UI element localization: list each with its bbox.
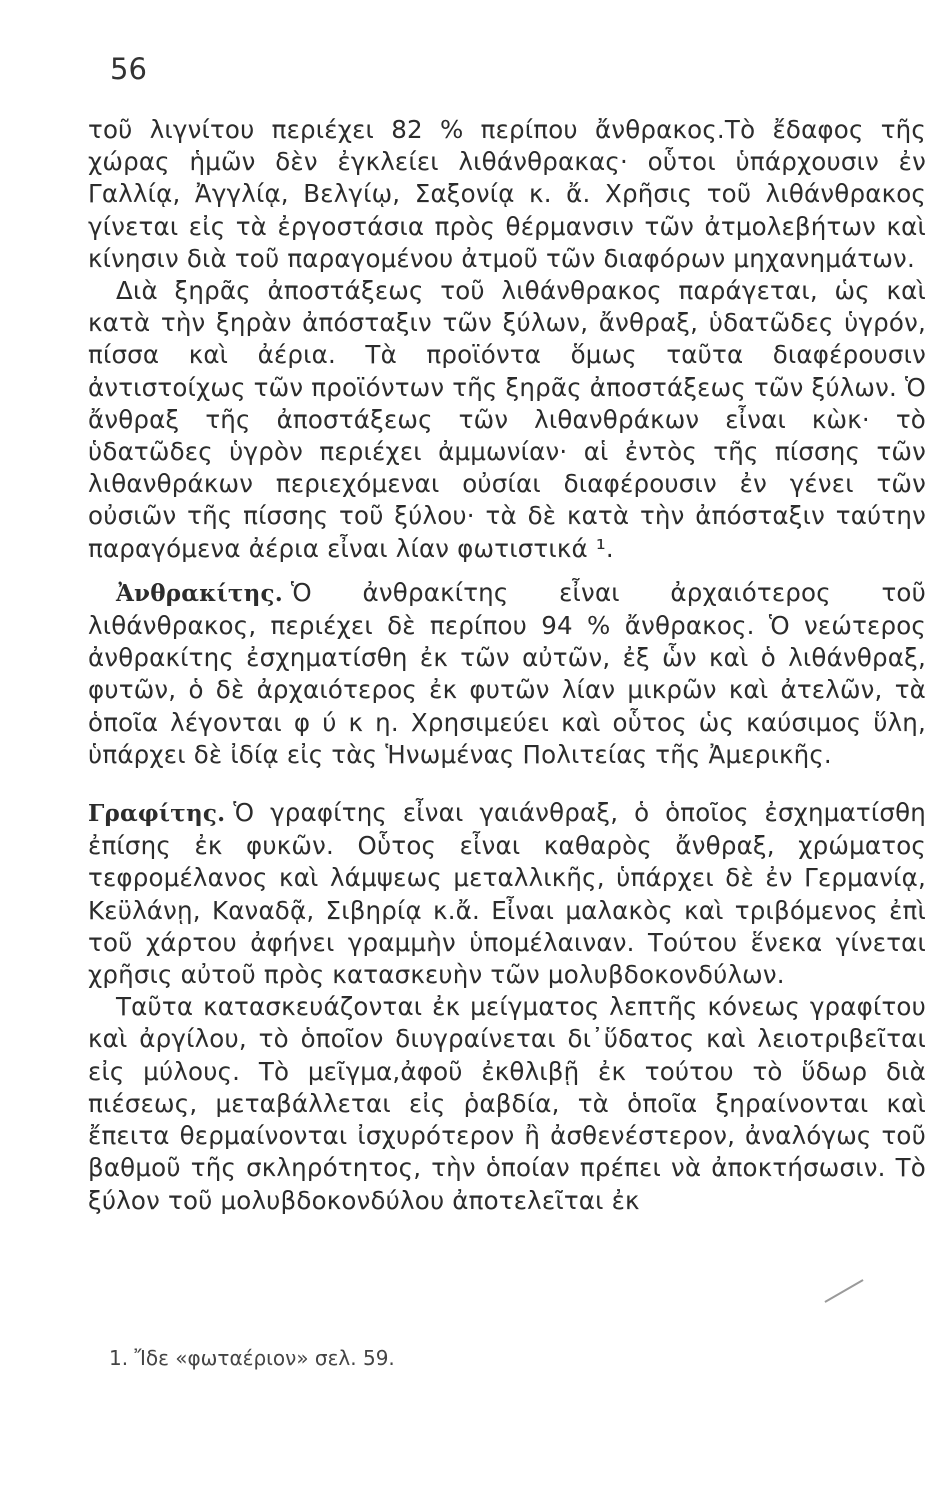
paragraph-lignite-continued: τοῦ λιγνίτου περιέχει 82 % περίπου ἄνθρακος.Τὸ ἔδαφος τῆς χώρας ἡμῶν δὲν ἐγκλείει λιθάνθρακας· οὗτοι ὑπάρχουσιν ἐν Γαλλίᾳ, Ἀγγλίᾳ, Βελγίῳ, Σαξονίᾳ κ. ἄ. Χρῆσις τοῦ λιθάνθρακος γίνεται εἰς τὰ ἐργοστάσια πρὸς θέρμανσιν τῶν ἀτμολεβήτων καὶ κίνησιν διὰ τοῦ παραγομένου ἀτμοῦ τῶν διαφόρων μηχανημάτων.	[88, 115, 926, 273]
page-number: 56	[110, 52, 147, 86]
paragraph-anthracite-text: Ὁ ἀνθρακίτης εἶναι ἀρχαιότερος τοῦ λιθάνθρακος, περιέχει δὲ περίπου 94 % ἄνθρακος. Ὁ νεώτερος ἀνθρακίτης ἐσχηματίσθη ἐκ τῶν αὐτῶν, ἐξ ὧν καὶ ὁ λιθάνθραξ, φυτῶν, ὁ δὲ ἀρχαιότερος ἐκ φυτῶν λίαν μικρῶν καὶ ἀτελῶν, τὰ ὁποῖα λέγονται φ ύ κ η. Χρησιμεύει καὶ οὗτος ὡς καύσιμος ὕλη, ὑπάρχει δὲ ἰδίᾳ εἰς τὰς Ἡνωμένας Πολιτείας τῆς Ἀμερικῆς.	[88, 577, 926, 769]
paragraph-graphite-text: Ὁ γραφίτης εἶναι γαιάνθραξ, ὁ ὁποῖος ἐσχηματίσθη ἐπίσης ἐκ φυκῶν. Οὗτος εἶναι καθαρὸς ἄνθραξ, χρώματος τεφρομέλανος καὶ λάμψεως μεταλλικῆς, ὑπάρχει δὲ ἐν Γερμανίᾳ, Κεϋλάνῃ, Καναδᾷ, Σιβηρίᾳ κ.ἄ. Εἶναι μαλακὸς καὶ τριβόμενος ἐπὶ τοῦ χάρτου ἀφήνει γραμμὴν ὑπομέλαιναν. Τούτου ἕνεκα γίνεται χρῆσις αὐτοῦ πρὸς κατασκευὴν τῶν μολυβδοκονδύλων.	[88, 798, 926, 990]
paragraph-anthracite	[88, 577, 926, 771]
body-text	[88, 114, 926, 1217]
heading-anthracite: Ἀνθρακίτης.	[116, 579, 283, 607]
paragraph-graphite	[88, 797, 926, 991]
paragraph-pencils: Ταῦτα κατασκευάζονται ἐκ μείγματος λεπτῆς κόνεως γραφίτου καὶ ἀργίλου, τὸ ὁποῖον διυγραίνεται δι᾽ὕδατος καὶ λειοτριβεῖται εἰς μύλους. Τὸ μεῖγμα,ἀφοῦ ἐκθλιβῇ ἐκ τούτου τὸ ὕδωρ διὰ πιέσεως, μεταβάλλεται εἰς ῥαβδία, τὰ ὁποῖα ξηραίνονται καὶ ἔπειτα θερμαίνονται ἰσχυρότερον ἢ ἀσθενέστερον, ἀναλόγως τοῦ βαθμοῦ τῆς σκληρότητος, τὴν ὁποίαν πρέπει νὰ ἀποκτήσωσιν. Τὸ ξύλον τοῦ μολυβδοκονδύλου ἀποτελεῖται ἐκ	[88, 992, 926, 1215]
paragraph-dry-distillation: Διὰ ξηρᾶς ἀποστάξεως τοῦ λιθάνθρακος παράγεται, ὡς καὶ κατὰ τὴν ξηρὰν ἀπόσταξιν τῶν ξύλων, ἄνθραξ, ὑδατῶδες ὑγρόν, πίσσα καὶ ἀέρια. Τὰ προϊόντα ὅμως ταῦτα διαφέρουσιν ἀντιστοίχως τῶν προϊόντων τῆς ξηρᾶς ἀποστάξεως τῶν ξύλων. Ὁ ἄνθραξ τῆς ἀποστάξεως τῶν λιθανθράκων εἶναι κὼκ· τὸ ὑδατῶδες ὑγρὸν περιέχει ἀμμωνίαν· αἱ ἐντὸς τῆς πίσσης τῶν λιθανθράκων περιεχόμεναι οὐσίαι διαφέρουσιν ἐν γένει τῶν οὐσιῶν τῆς πίσσης τοῦ ξύλου· τὰ δὲ κατὰ τὴν ἀπόσταξιν ταύτην παραγόμενα ἀέρια εἶναι λίαν φωτιστικά ¹.	[88, 276, 926, 563]
ink-mark	[824, 1279, 863, 1303]
footnote: 1. Ἴδε «φωταέριον» σελ. 59.	[109, 1346, 395, 1370]
heading-graphite: Γραφίτης.	[88, 800, 226, 828]
